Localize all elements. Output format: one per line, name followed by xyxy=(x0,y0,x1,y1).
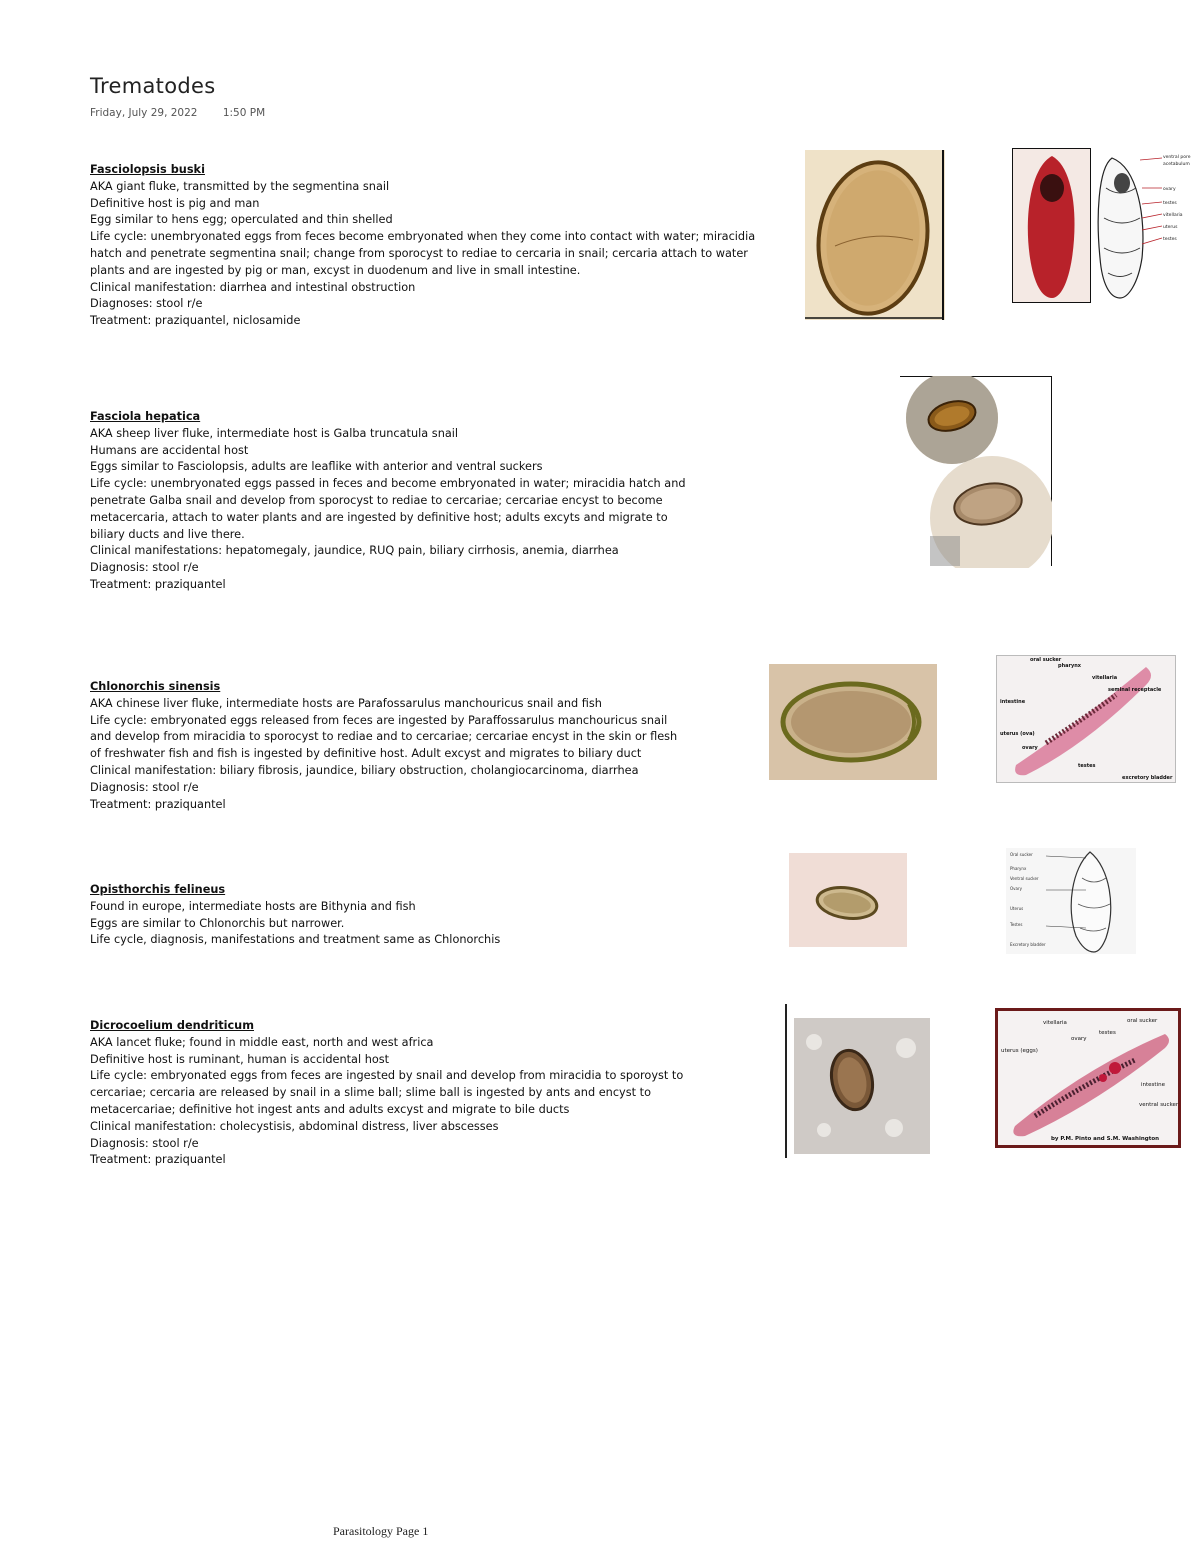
section-dicrocoelium xyxy=(90,1018,690,1169)
dicrocoelium-label: intestine xyxy=(1141,1082,1165,1088)
section-line: Clinical manifestations: hepatomegaly, jaundice, RUQ pain, biliary cirrhosis, anemia, diarrhea xyxy=(90,544,619,558)
section-heading: Dicrocoelium dendriticum xyxy=(90,1019,254,1032)
fasciolopsis-label: testes xyxy=(1163,237,1177,242)
section-heading: Opisthorchis felineus xyxy=(90,883,226,896)
section-heading: Fasciola hepatica xyxy=(90,410,201,423)
dicrocoelium-egg-image xyxy=(794,1018,930,1154)
section-line: Life cycle: unembryonated eggs from feces become embryonated when they come into contact with water; miracidia hatch and penetrate segmentina snail; change from sporocyst to rediae to cercaria in snail; cercaria attach to water plants and are ingested by pig or man, excyst in duodenum and live in small intestine. xyxy=(90,230,756,277)
dicrocoelium-label: ovary xyxy=(1071,1036,1087,1042)
chlonorchis-label: uterus (ova) xyxy=(1000,731,1035,737)
fasciolopsis-adult-image xyxy=(1012,148,1194,304)
opisthorchis-label: Ventral sucker xyxy=(1010,876,1039,881)
section-line: Life cycle: embryonated eggs released from feces are ingested by Paraffossarulus manchouricus snail and develop from miracidia to sporocyst to rediae and to cercariae; cercariae encyst in the skin or flesh of freshwater fish and fish is ingested by definitive host. Adult excyst and migrates to biliary duct xyxy=(90,713,678,761)
fasciolopsis-label: acetabulum xyxy=(1163,162,1190,167)
section-line: Egg similar to hens egg; operculated and thin shelled xyxy=(90,213,393,227)
section-line: Eggs similar to Fasciolopsis, adults are leaflike with anterior and ventral suckers xyxy=(90,460,543,474)
dicrocoelium-label: oral sucker xyxy=(1127,1018,1158,1024)
section-line: Found in europe, intermediate hosts are Bithynia and fish xyxy=(90,899,416,913)
section-line: Treatment: praziquantel, niclosamide xyxy=(90,314,301,328)
opisthorchis-label: Excretory bladder xyxy=(1010,942,1046,947)
fasciolopsis-label: testes xyxy=(1163,201,1177,206)
section-heading: Fasciolopsis buski xyxy=(90,163,205,176)
dicrocoelium-label: vitellaria xyxy=(1043,1020,1067,1026)
chlonorchis-label: excretory bladder xyxy=(1122,775,1173,781)
chlonorchis-label: vitellaria xyxy=(1092,675,1118,681)
fasciolopsis-label: uterus xyxy=(1163,225,1178,230)
section-line: Clinical manifestation: biliary fibrosis, jaundice, biliary obstruction, cholangiocarcinoma, diarrhea xyxy=(90,763,639,777)
section-line: AKA chinese liver fluke, intermediate hosts are Parafossarulus manchouricus snail and fish xyxy=(90,696,602,710)
chlonorchis-label: pharynx xyxy=(1058,663,1082,669)
opisthorchis-adult-image xyxy=(1006,848,1136,954)
section-chlonorchis xyxy=(90,679,690,813)
section-line: Life cycle, diagnosis, manifestations and treatment same as Chlonorchis xyxy=(90,933,501,947)
chlonorchis-label: seminal receptacle xyxy=(1108,687,1162,693)
section-line: Definitive host is ruminant, human is accidental host xyxy=(90,1052,390,1066)
dicrocoelium-label: testes xyxy=(1099,1030,1116,1036)
opisthorchis-label: Pharynx xyxy=(1010,866,1027,871)
page-time: 1:50 PM xyxy=(222,107,266,119)
section-fasciola xyxy=(90,409,690,594)
chlonorchis-label: intestine xyxy=(1000,699,1026,705)
chlonorchis-label: testes xyxy=(1078,763,1096,769)
section-line: Humans are accidental host xyxy=(90,443,249,457)
opisthorchis-label: Oral sucker xyxy=(1010,852,1033,857)
chlonorchis-label: oral sucker xyxy=(1030,657,1062,663)
dicrocoelium-label: ventral sucker xyxy=(1139,1102,1179,1108)
section-line: AKA sheep liver fluke, intermediate host is Galba truncatula snail xyxy=(90,426,459,440)
dicrocoelium-credit: by P.M. Pinto and S.M. Washington xyxy=(1051,1136,1160,1142)
fasciolopsis-label: ventral pore xyxy=(1163,155,1191,160)
section-line: Clinical manifestation: diarrhea and intestinal obstruction xyxy=(90,280,416,294)
chlonorchis-adult-image xyxy=(996,655,1176,783)
fasciolopsis-label: ovary xyxy=(1163,187,1176,192)
section-line: Diagnosis: stool r/e xyxy=(90,1136,199,1150)
section-line: Diagnoses: stool r/e xyxy=(90,297,203,311)
section-line: Clinical manifestation: cholecystisis, abdominal distress, liver abscesses xyxy=(90,1119,499,1133)
page-title: Trematodes xyxy=(90,74,216,98)
chlonorchis-label: ovary xyxy=(1022,745,1038,751)
dicrocoelium-adult-image xyxy=(995,1008,1181,1148)
section-line: Treatment: praziquantel xyxy=(90,1153,226,1167)
section-line: Treatment: praziquantel xyxy=(90,797,226,811)
section-line: AKA giant fluke, transmitted by the segmentina snail xyxy=(90,179,390,193)
fasciolopsis-label: vitellaria xyxy=(1163,213,1183,218)
section-line: Eggs are similar to Chlonorchis but narrower. xyxy=(90,916,345,930)
section-line: AKA lancet fluke; found in middle east, north and west africa xyxy=(90,1035,434,1049)
figure-divider xyxy=(785,1004,787,1158)
opisthorchis-label: Ovary xyxy=(1010,886,1022,891)
section-opisthorchis xyxy=(90,882,690,949)
page-date: Friday, July 29, 2022 xyxy=(90,107,198,119)
dicrocoelium-label: uterus (eggs) xyxy=(1001,1048,1038,1054)
section-line: Treatment: praziquantel xyxy=(90,577,226,591)
section-line: Diagnosis: stool r/e xyxy=(90,780,199,794)
section-line: Definitive host is pig and man xyxy=(90,196,260,210)
fasciolopsis-egg-image xyxy=(805,150,945,320)
section-line: Life cycle: unembryonated eggs passed in feces and become embryonated in water; miracidia hatch and penetrate Galba snail and develop from sporocyst to rediae to cercariae; cercariae encyst to become metacercaria, attach to water plants and are ingested by definitive host; adults excyts and migrate to biliary ducts and live there. xyxy=(90,477,686,541)
chlonorchis-egg-image xyxy=(769,664,937,780)
page-dateline xyxy=(90,107,287,119)
fasciola-eggs-image xyxy=(900,376,1052,568)
opisthorchis-label: Uterus xyxy=(1010,906,1024,911)
opisthorchis-label: Testes xyxy=(1010,922,1023,927)
section-line: Life cycle: embryonated eggs from feces are ingested by snail and develop from miracidia to sporoyst to cercariae; cercaria are released by snail in a slime ball; slime ball is ingested by ants and encyst to metacercariae; definitive hot ingest ants and adults excyst and migrate to bile ducts xyxy=(90,1069,684,1116)
opisthorchis-egg-image xyxy=(789,853,907,947)
section-heading: Chlonorchis sinensis xyxy=(90,680,221,693)
section-line: Diagnosis: stool r/e xyxy=(90,561,199,575)
page-footer: Parasitology Page 1 xyxy=(333,1524,429,1538)
section-fasciolopsis xyxy=(90,162,760,330)
